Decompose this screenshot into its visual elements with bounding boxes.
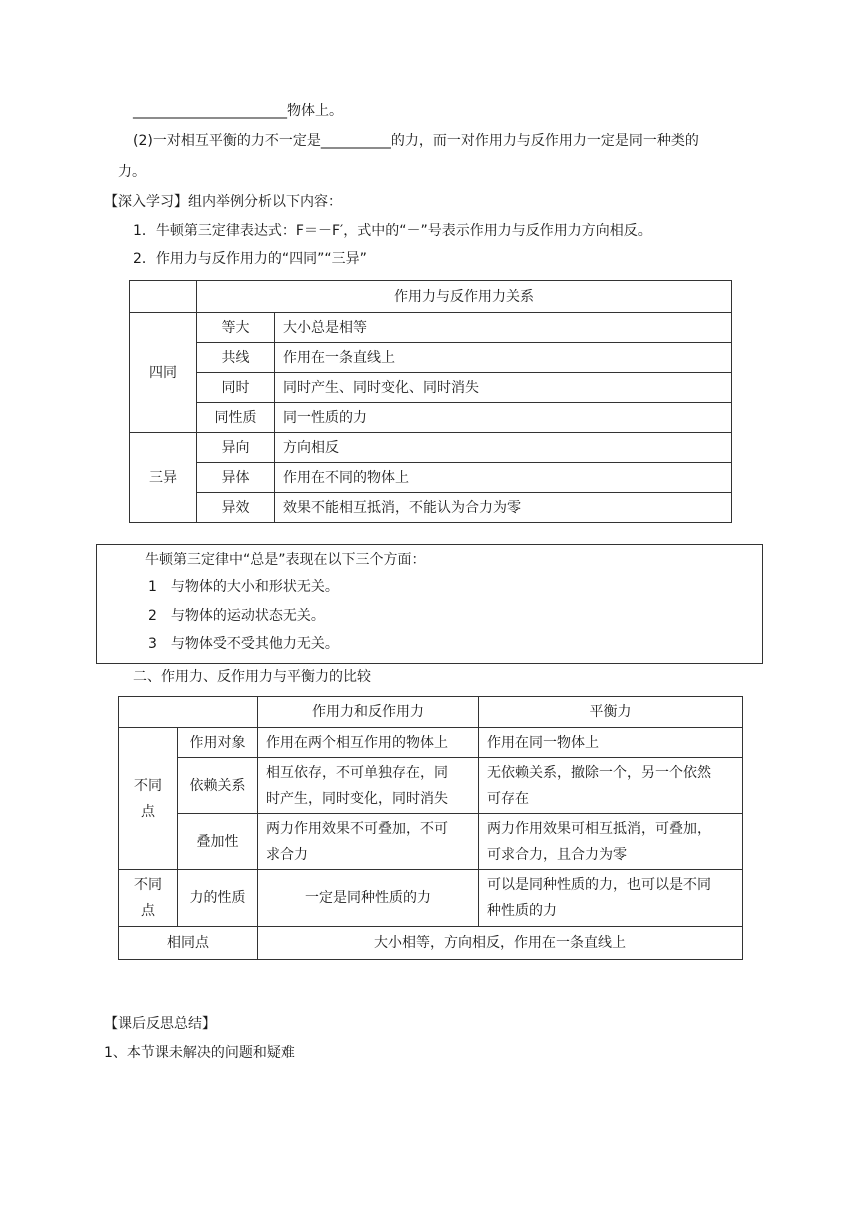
note-item-3 [148,634,339,654]
diff-label-line: 不同 [134,777,162,794]
diff-label-line: 点 [141,803,155,820]
table2-corner-cell [119,697,258,728]
group-three-diff: 三异 [130,433,197,523]
same-points-label: 相同点 [119,927,258,960]
table1-header: 作用力与反作用力关系 [197,281,732,313]
table2-action-cell [258,814,479,870]
cell-line: 种性质的力 [487,903,557,919]
table1-row-sub: 异效 [197,493,275,523]
cell-line: 作用在同一物体上 [487,734,599,751]
table2-action-cell [258,758,479,814]
comparison-table [118,696,743,960]
note-item-text: 与物体的运动状态无关。 [170,608,325,624]
table2-balance-cell [479,870,743,927]
table1-row-desc: 效果不能相互抵消，不能认为合力为零 [275,493,732,523]
cell-line: 相互依存，不可单独存在，同 [266,764,448,781]
note-box [96,544,763,664]
table1-row-sub: 同时 [197,373,275,403]
table1-row-desc: 同时产生、同时变化、同时消失 [275,373,732,403]
question-2-text: (2)一对相互平衡的力不一定是__________的力，而一对作用力与反作用力一定是同一种类的 [133,133,699,149]
table1-row-desc: 大小总是相等 [275,313,732,343]
table2-balance-cell [479,728,743,758]
table1-row-sub: 异向 [197,433,275,463]
table1-corner-cell [130,281,197,313]
table1-row-sub: 共线 [197,343,275,373]
deep-study-heading: 【深入学习】组内举例分析以下内容： [104,194,342,210]
table2-attr: 力的性质 [178,870,258,927]
cell-line: 可以是同种性质的力，也可以是不同 [487,877,711,893]
cell-line: 可求合力，且合力为零 [487,846,627,863]
cell-line: 时产生，同时变化，同时消失 [266,790,448,807]
diff-label-cell-2 [119,870,178,927]
diff-label-line: 点 [141,903,155,919]
newton-third-law-expression: 1．牛顿第三定律表达式：F＝－F′，式中的“－”号表示作用力与反作用力方向相反。 [133,223,652,239]
note-item-number: 1 [148,579,157,595]
table1-row-sub: 异体 [197,463,275,493]
table1-row-desc: 作用在一条直线上 [275,343,732,373]
note-item-text: 与物体的大小和形状无关。 [170,579,339,595]
table2-attr: 依赖关系 [178,758,258,814]
table2-action-cell [258,728,479,758]
table2-balance-cell [479,814,743,870]
cell-line: 无依赖关系，撤除一个，另一个依然 [487,764,711,781]
note-title: 牛顿第三定律中“总是”表现在以下三个方面： [145,552,426,568]
cell-line: 一定是同种性质的力 [305,890,431,906]
note-item-number: 3 [148,636,157,652]
table2-balance-cell [479,758,743,814]
table2-col-action-reaction: 作用力和反作用力 [258,697,479,728]
table1-row-sub: 等大 [197,313,275,343]
reflection-heading: 【课后反思总结】 [104,1016,216,1032]
blank-line-1: ______________________物体上。 [133,103,343,119]
question-2-continuation: 力。 [118,164,146,180]
table1-row-desc: 同一性质的力 [275,403,732,433]
group-four-same: 四同 [130,313,197,433]
cell-line: 两力作用效果不可叠加，不可 [266,820,448,837]
note-item-1 [148,577,339,597]
diff-label-line: 不同 [134,877,162,893]
table2-attr: 叠加性 [178,814,258,870]
note-item-text: 与物体受不受其他力无关。 [170,636,339,652]
cell-line: 作用在两个相互作用的物体上 [266,734,448,751]
section2-heading: 二、作用力、反作用力与平衡力的比较 [133,669,371,685]
note-item-number: 2 [148,608,157,624]
table1-row-desc: 方向相反 [275,433,732,463]
table2-attr: 作用对象 [178,728,258,758]
table1-row-sub: 同性质 [197,403,275,433]
same-points-text: 大小相等，方向相反，作用在一条直线上 [258,927,743,960]
cell-line: 两力作用效果可相互抵消，可叠加， [487,820,711,837]
reflection-item-1: 1、本节课未解决的问题和疑难 [104,1045,295,1061]
four-same-three-diff-title: 2．作用力与反作用力的“四同”“三异” [133,251,367,267]
table2-col-balance: 平衡力 [479,697,743,728]
diff-label-cell [119,728,178,870]
table1-row-desc: 作用在不同的物体上 [275,463,732,493]
cell-line: 求合力 [266,846,308,863]
four-same-three-diff-table [129,280,732,523]
cell-line: 可存在 [487,790,529,807]
note-item-2 [148,606,325,626]
table2-action-cell [258,870,479,927]
